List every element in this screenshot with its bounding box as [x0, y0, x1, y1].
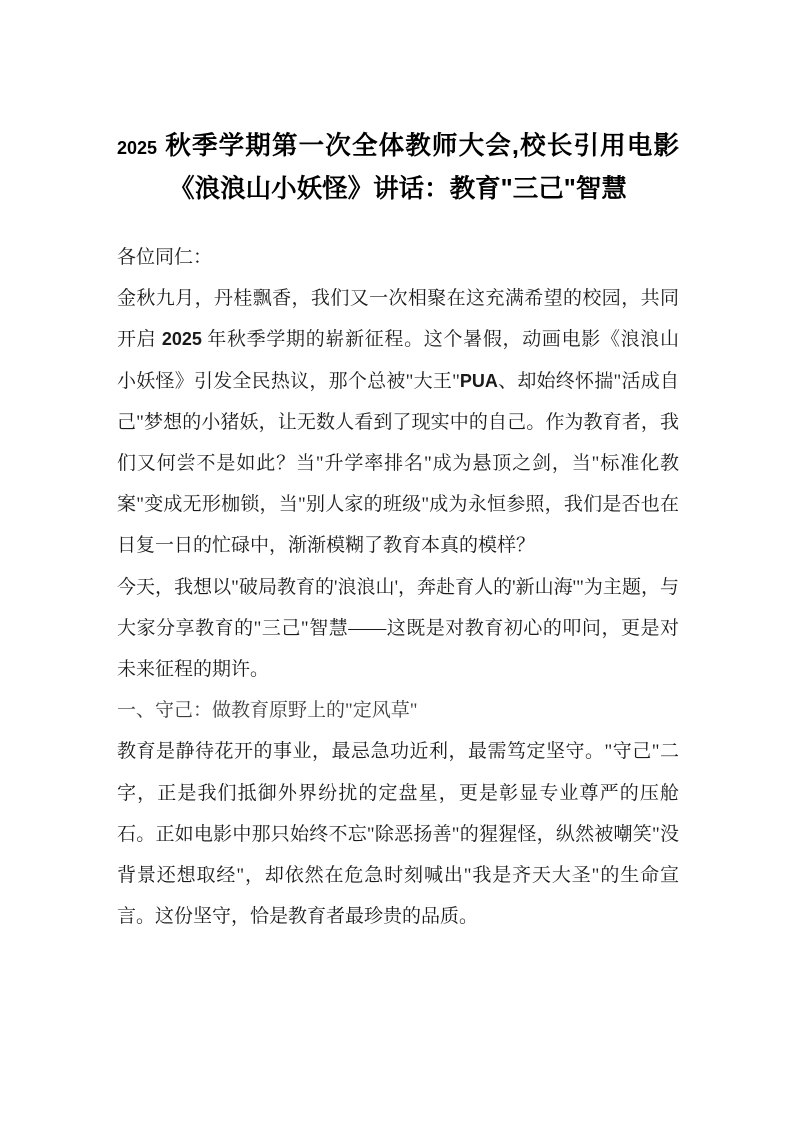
- body-paragraph-3: 教育是静待花开的事业，最忌急功近利，最需笃定坚守。"守己"二字，正是我们抵御外界纷扰的定盘星，更是彰显专业尊严的压舱石。正如电影中那只始终不忘"除恶扬善"的猩猩怪，纵然被嘲笑"没背景还想取经"，却依然在危急时刻喊出"我是齐天大圣"的生命宣言。这份坚守，恰是教育者最珍贵的品质。: [117, 741, 679, 928]
- document-content-column: [117, 0, 679, 937]
- latin-run: 2025: [117, 138, 158, 158]
- salutation-line: 各位同仁：: [117, 247, 213, 268]
- latin-run: PUA: [459, 370, 498, 391]
- latin-run: 2025: [161, 329, 202, 350]
- body-paragraph-2: 今天，我想以"破局教育的'浪浪山'，奔赴育人的'新山海'"为主题，与大家分享教育的"三己"智慧——这既是对教育初心的叩问，更是对未来征程的期许。: [117, 576, 679, 681]
- section-heading-1: 一、守己：做教育原野上的"定风草": [117, 700, 418, 722]
- page-title: 2025 秋季学期第一次全体教师大会,校长引用电影《浪浪山小妖怪》讲话：教育"三己"智慧: [117, 132, 679, 203]
- body-paragraph-1: 金秋九月，丹桂飘香，我们又一次相聚在这充满希望的校园，共同开启 2025 年秋季学期的崭新征程。这个暑假，动画电影《浪浪山小妖怪》引发全民热议，那个总被"大王"PUA、却始终怀揣"活成自己"梦想的小猪妖，让无数人看到了现实中的自己。作为教育者，我们又何尝不是如此？当"升学率排名"成为悬顶之剑，当"标准化教案"变成无形枷锁，当"别人家的班级"成为永恒参照，我们是否也在日复一日的忙碌中，渐渐模糊了教育本真的模样？: [117, 288, 679, 557]
- document-body: [117, 237, 679, 937]
